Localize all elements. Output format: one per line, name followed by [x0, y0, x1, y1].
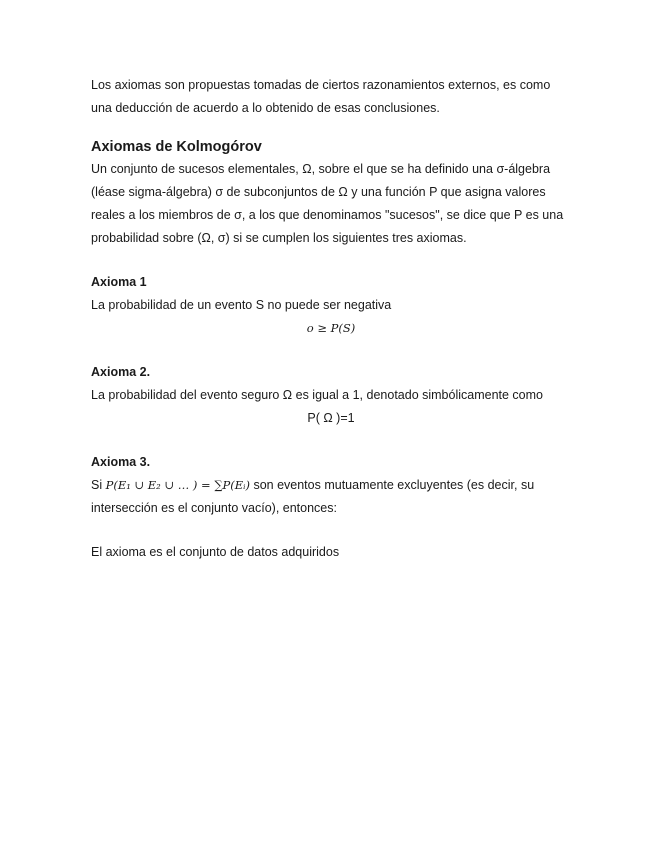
axiom-1-title: Axioma 1	[91, 275, 147, 289]
axiom-3-prefix: Si	[91, 478, 103, 492]
axiom-1-formula	[91, 317, 571, 340]
axiom-3-suffix: son eventos mutuamente excluyentes (es decir, su intersección es el conjunto vacío), entonces:	[91, 478, 535, 515]
axiom-2-text: La probabilidad del evento seguro Ω es igual a 1, denotado simbólicamente como	[91, 388, 543, 402]
spacer	[91, 340, 571, 361]
axiom-3-title: Axioma 3.	[91, 455, 151, 469]
axiom-3-text	[91, 474, 571, 520]
kolmogorov-paragraph: Un conjunto de sucesos elementales, Ω, sobre el que se ha definido una σ-álgebra (léase sigma-álgebra) σ de subconjuntos de Ω y una función P que asigna valores reales a los miembros de σ, a los que denominamos "sucesos", se dice que P es una probabilidad sobre (Ω, σ) si se cumplen los siguientes tres axiomas.	[91, 162, 564, 245]
axiom-3-formula-rhs: ∑P(Eᵢ)	[214, 478, 250, 492]
axiom-1-formula-math: o ≥ P(S)	[306, 321, 356, 335]
document-page	[91, 74, 571, 564]
spacer	[91, 250, 571, 271]
axiom-2-formula: P( Ω )=1	[307, 411, 355, 425]
spacer	[91, 520, 571, 541]
section-heading: Axiomas de Kolmogórov	[91, 139, 262, 155]
spacer	[91, 430, 571, 451]
axiom-1-text: La probabilidad de un evento S no puede ser negativa	[91, 298, 392, 312]
closing-paragraph: El axioma es el conjunto de datos adquiridos	[91, 545, 340, 559]
intro-paragraph: Los axiomas son propuestas tomadas de ciertos razonamientos externos, es como una deducción de acuerdo a lo obtenido de esas conclusiones.	[91, 78, 551, 115]
axiom-2-title: Axioma 2.	[91, 365, 151, 379]
axiom-3-formula-lhs: P(E₁ ∪ E₂ ∪ … ) =	[105, 478, 215, 492]
